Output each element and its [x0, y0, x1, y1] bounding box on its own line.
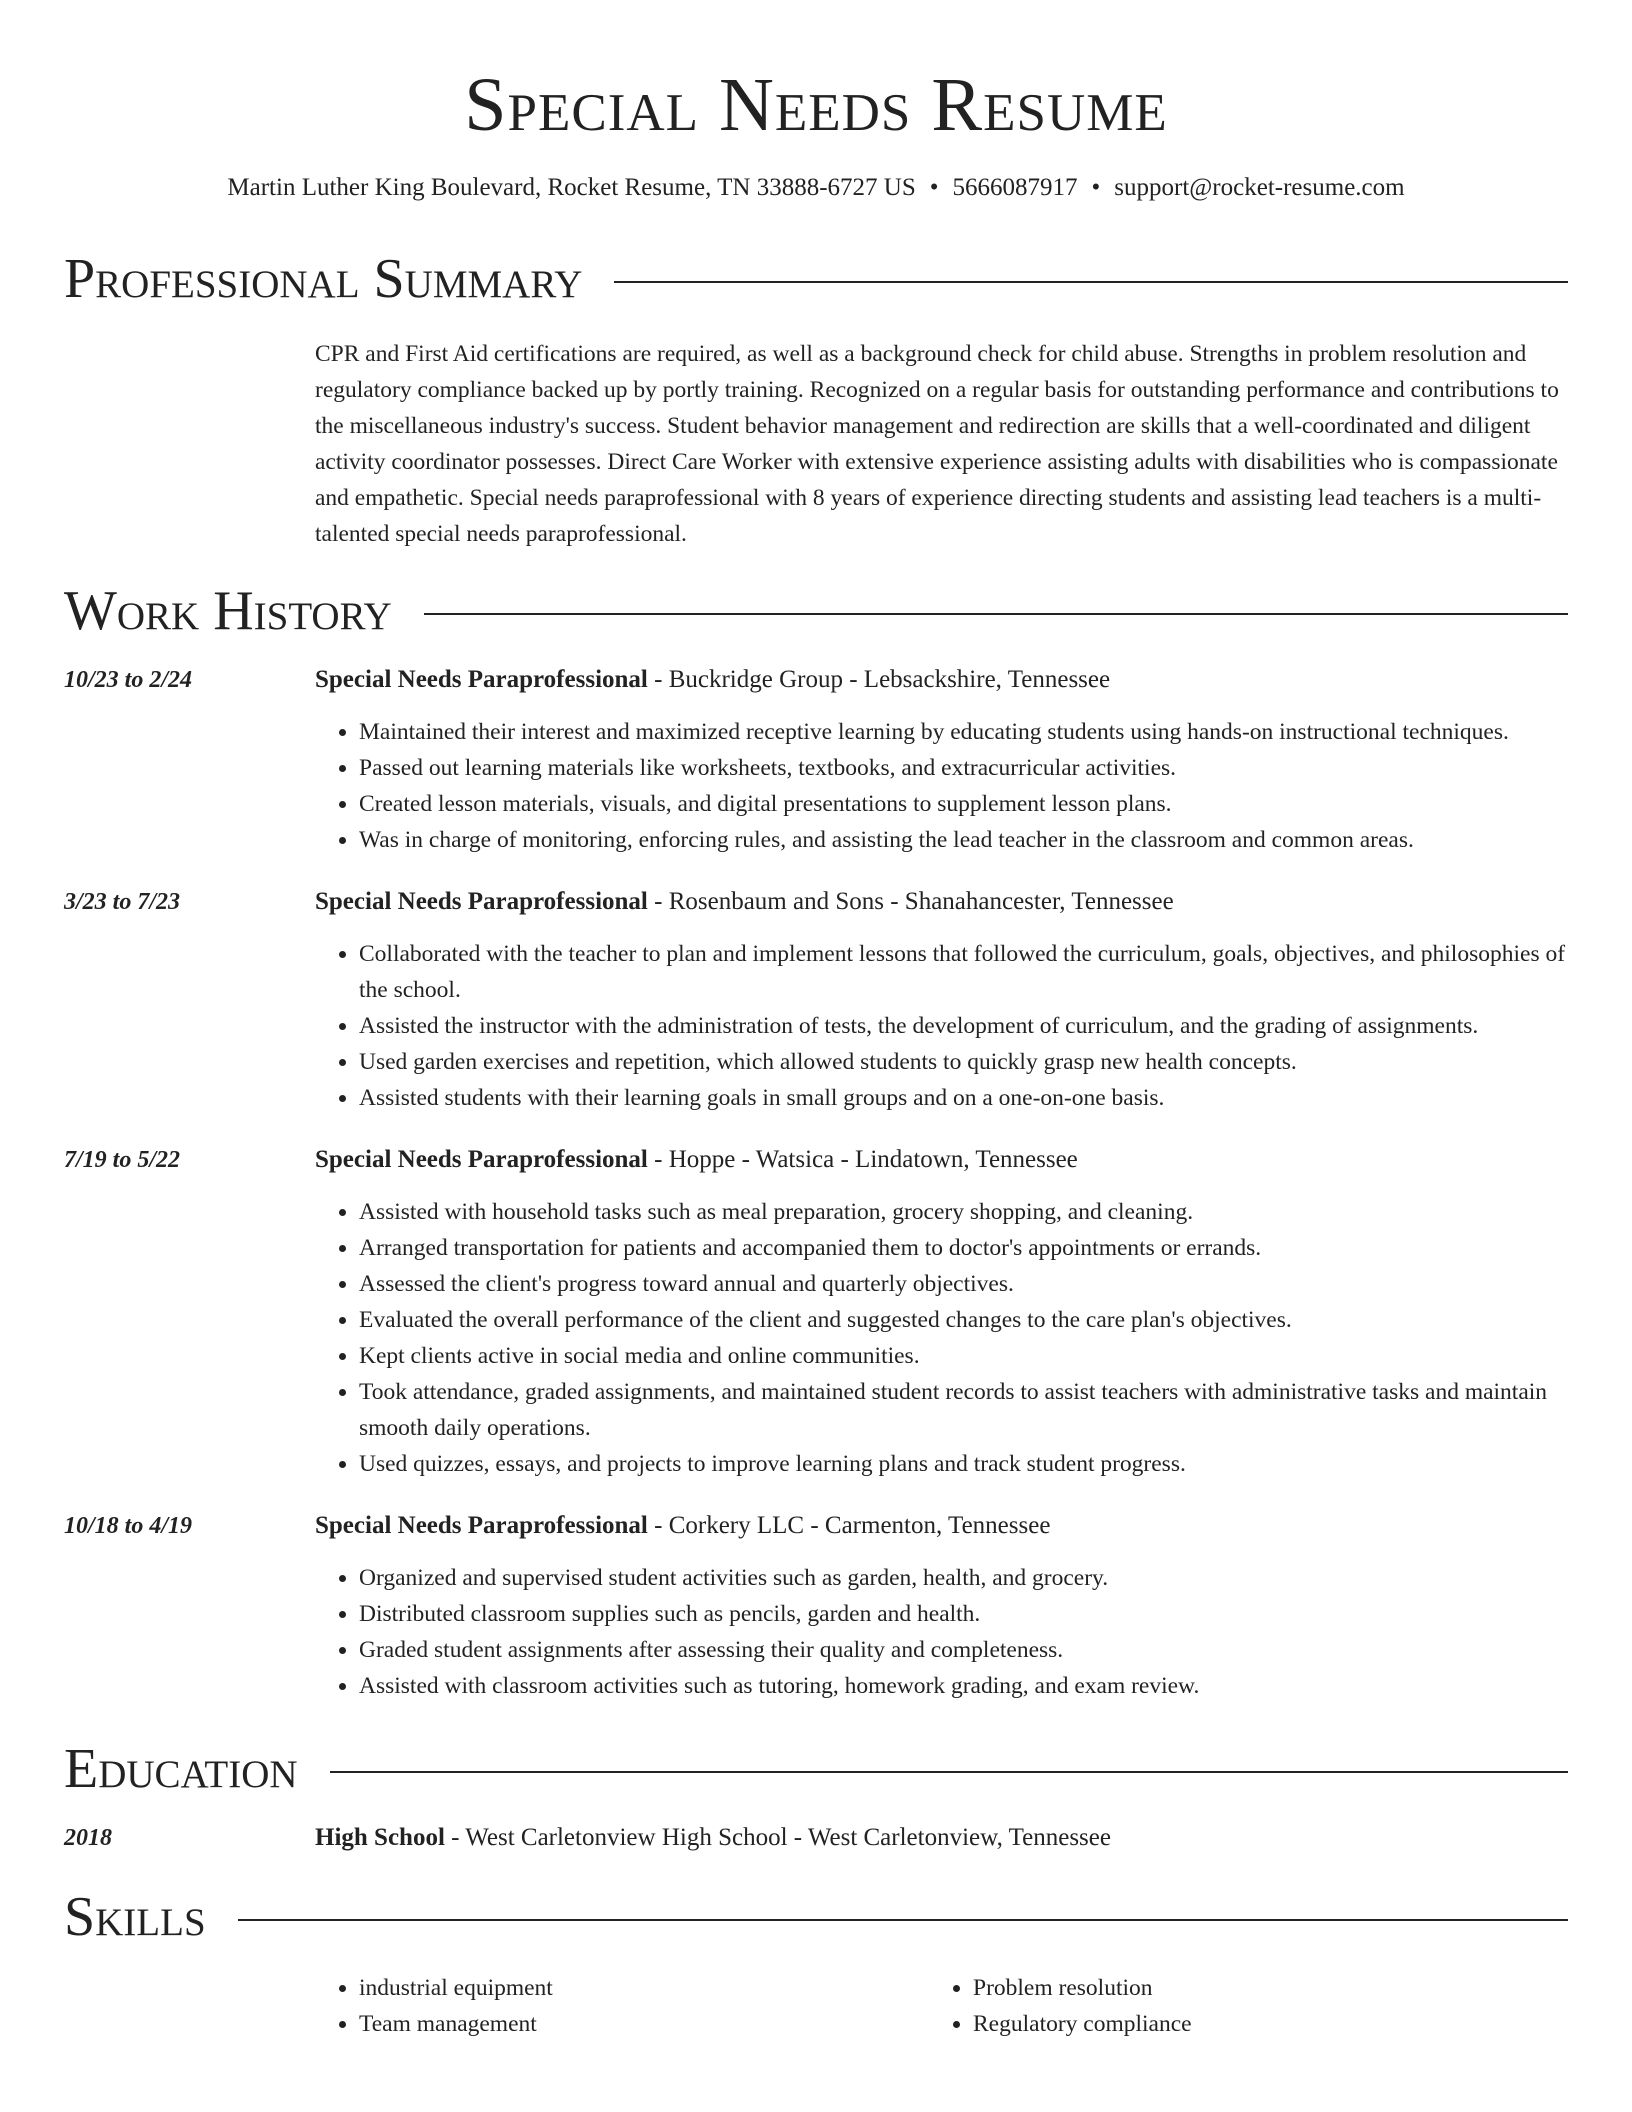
job-title-line	[315, 1508, 1568, 1544]
job-bullet: • Arranged transportation for patients and accompanied them to doctor's appointments or errands.	[359, 1230, 1568, 1266]
job-employer: - Corkery LLC - Carmenton, Tennessee	[647, 1512, 1051, 1539]
resume-page	[64, 0, 1568, 2042]
job-bullet: • Used quizzes, essays, and projects to improve learning plans and track student progress.	[359, 1446, 1568, 1482]
job-bullet: • Assisted the instructor with the administration of tests, the development of curriculum, and the grading of assignments.	[359, 1008, 1568, 1044]
job-title: Special Needs Paraprofessional	[315, 1512, 648, 1539]
job-bullet: • Used garden exercises and repetition, which allowed students to quickly grasp new health concepts.	[359, 1044, 1568, 1080]
job-bullet: • Assisted students with their learning goals in small groups and on a one-on-one basis.	[359, 1080, 1568, 1116]
job-bullet: • Distributed classroom supplies such as pencils, garden and health.	[359, 1596, 1568, 1632]
job-title-line	[315, 1142, 1568, 1178]
skills-column-right	[929, 1970, 1543, 2042]
section-divider	[614, 281, 1568, 283]
skills-column-left	[315, 1970, 929, 2042]
job-title: Special Needs Paraprofessional	[315, 888, 648, 915]
education-entry	[64, 1820, 1568, 1856]
job-entry	[64, 1142, 1568, 1482]
job-employer: - Buckridge Group - Lebsackshire, Tennessee	[647, 666, 1111, 693]
job-bullet: • Collaborated with the teacher to plan and implement lessons that followed the curriculum, goals, objectives, and philosophies of the school.	[359, 936, 1568, 1008]
resume-title: Special Needs Resume	[464, 63, 1168, 147]
job-bullets	[315, 714, 1568, 858]
skill-item: • industrial equipment	[359, 1970, 929, 2006]
job-dates: 3/23 to 7/23	[64, 889, 181, 915]
contact-email: support@rocket-resume.com	[1114, 174, 1405, 201]
section-title-skills: Skills	[64, 1886, 206, 1948]
section-title-work-history: Work History	[64, 580, 392, 642]
job-bullet: • Was in charge of monitoring, enforcing rules, and assisting the lead teacher in the classroom and common areas.	[359, 822, 1568, 858]
job-entry	[64, 1508, 1568, 1704]
job-dates: 10/18 to 4/19	[64, 1513, 193, 1539]
job-employer: - Rosenbaum and Sons - Shanahancester, Tennessee	[647, 888, 1174, 915]
job-dates: 7/19 to 5/22	[64, 1147, 181, 1173]
contact-separator: •	[1091, 174, 1101, 201]
job-bullets	[315, 1560, 1568, 1704]
section-header-education	[64, 1736, 1568, 1802]
skills-list	[315, 1970, 1568, 2042]
job-body	[315, 1142, 1568, 1482]
job-bullet: • Took attendance, graded assignments, and maintained student records to assist teachers with administrative tasks and maintain smooth daily operations.	[359, 1374, 1568, 1446]
job-bullet: • Kept clients active in social media and online communities.	[359, 1338, 1568, 1374]
job-employer: - Hoppe - Watsica - Lindatown, Tennessee	[647, 1146, 1078, 1173]
job-bullet: • Graded student assignments after assessing their quality and completeness.	[359, 1632, 1568, 1668]
contact-line	[64, 170, 1568, 206]
contact-address: Martin Luther King Boulevard, Rocket Resume, TN 33888-6727 US	[227, 174, 916, 201]
section-header-skills	[64, 1884, 1568, 1950]
job-bullets	[315, 1194, 1568, 1482]
section-title-summary: Professional Summary	[64, 248, 583, 310]
skill-item: • Problem resolution	[973, 1970, 1543, 2006]
section-header-work-history	[64, 578, 1568, 644]
job-bullet: • Evaluated the overall performance of the client and suggested changes to the care plan's objectives.	[359, 1302, 1568, 1338]
job-bullet: • Assessed the client's progress toward annual and quarterly objectives.	[359, 1266, 1568, 1302]
work-history-list	[64, 662, 1568, 1704]
job-bullet: • Organized and supervised student activities such as garden, health, and grocery.	[359, 1560, 1568, 1596]
section-header-summary	[64, 246, 1568, 312]
job-body	[315, 884, 1568, 1116]
section-title-education: Education	[64, 1738, 298, 1800]
job-body	[315, 1508, 1568, 1704]
job-bullet: • Created lesson materials, visuals, and digital presentations to supplement lesson plans.	[359, 786, 1568, 822]
section-divider	[424, 613, 1568, 615]
section-divider	[330, 1771, 1568, 1773]
contact-separator: •	[929, 174, 939, 201]
skill-item: • Team management	[359, 2006, 929, 2042]
job-entry	[64, 884, 1568, 1116]
summary-text: CPR and First Aid certifications are required, as well as a background check for child abuse. Strengths in problem resolution and regulatory compliance backed up by portly training. Recognized on a regular basis for outstanding performance and contributions to the miscellaneous industry's success. Student behavior management and redirection are skills that a well-coordinated and diligent activity coordinator possesses. Direct Care Worker with extensive experience assisting adults with disabilities who is compassionate and empathetic. Special needs paraprofessional with 8 years of experience directing students and assisting lead teachers is a multi-talented special needs paraprofessional.	[315, 341, 1559, 547]
job-bullet: • Passed out learning materials like worksheets, textbooks, and extracurricular activities.	[359, 750, 1568, 786]
job-bullets	[315, 936, 1568, 1116]
education-details	[315, 1820, 1111, 1856]
education-year: 2018	[64, 1825, 112, 1851]
job-entry	[64, 662, 1568, 858]
job-title: Special Needs Paraprofessional	[315, 1146, 648, 1173]
job-bullet: • Maintained their interest and maximized receptive learning by educating students using hands-on instructional techniques.	[359, 714, 1568, 750]
contact-phone: 5666087917	[952, 174, 1078, 201]
job-dates: 10/23 to 2/24	[64, 667, 193, 693]
skill-item: • Regulatory compliance	[973, 2006, 1543, 2042]
education-degree: High School	[315, 1824, 445, 1851]
job-bullet: • Assisted with household tasks such as meal preparation, grocery shopping, and cleaning.	[359, 1194, 1568, 1230]
job-title-line	[315, 662, 1568, 698]
job-title-line	[315, 884, 1568, 920]
job-bullet: • Assisted with classroom activities such as tutoring, homework grading, and exam review.	[359, 1668, 1568, 1704]
education-school: - West Carletonview High School - West Carletonview, Tennessee	[444, 1824, 1111, 1851]
job-body	[315, 662, 1568, 858]
section-divider	[238, 1919, 1568, 1921]
job-title: Special Needs Paraprofessional	[315, 666, 648, 693]
